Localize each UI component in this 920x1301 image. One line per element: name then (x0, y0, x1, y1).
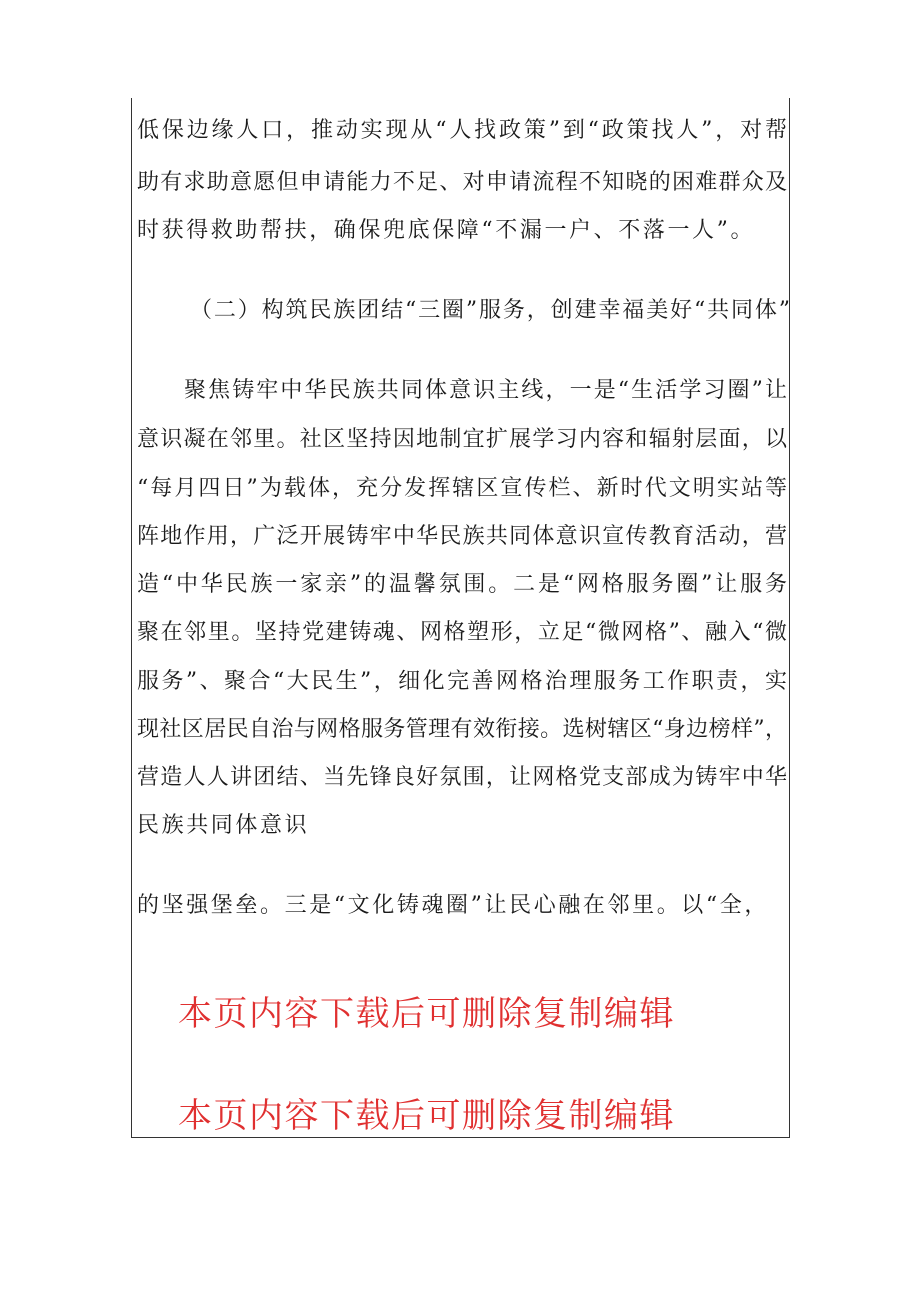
paragraph-line: 的坚强堡垒。三是“文化铸魂圈”让民心融在邻里。以“全， (137, 893, 769, 918)
paragraph-line: 现社区居民自治与网格服务管理有效衔接。选树辖区“身边榜样”， (137, 717, 787, 742)
paragraph-line: “每月四日”为载体，充分发挥辖区宣传栏、新时代文明实站等 (137, 476, 787, 501)
paragraph-line: 民族共同体意识 (137, 813, 310, 838)
paragraph-line: 意识凝在邻里。社区坚持因地制宜扩展学习内容和辐射层面，以 (137, 427, 787, 452)
paragraph-line: 助有求助意愿但申请能力不足、对申请流程不知晓的困难群众及 (137, 170, 787, 195)
paragraph-line: 时获得救助帮扶，确保兜底保障“不漏一户、不落一人”。 (137, 218, 756, 243)
paragraph-line: 聚在邻里。坚持党建铸魂、网格塑形，立足“微网格”、融入“微 (137, 620, 787, 645)
paragraph-line: 服务”、聚合“大民生”，细化完善网格治理服务工作职责，实 (137, 669, 787, 694)
paragraph-line: 造“中华民族一家亲”的温馨氛围。二是“网格服务圈”让服务 (137, 572, 787, 597)
paragraph-line: 聚焦铸牢中华民族共同体意识主线，一是“生活学习圈”让 (184, 378, 787, 403)
paragraph-line: 低保边缘人口，推动实现从“人找政策”到“政策找人”，对帮 (137, 118, 787, 143)
paragraph-line: 营造人人讲团结、当先锋良好氛围，让网格党支部成为铸牢中华 (137, 765, 787, 790)
watermark-text: 本页内容下载后可删除复制编辑 (178, 994, 675, 1034)
watermark-text: 本页内容下载后可删除复制编辑 (178, 1096, 675, 1136)
section-heading: （二）构筑民族团结“三圈”服务，创建幸福美好“共同体” (190, 298, 790, 323)
paragraph-line: 阵地作用，广泛开展铸牢中华民族共同体意识宣传教育活动，营 (137, 524, 787, 549)
